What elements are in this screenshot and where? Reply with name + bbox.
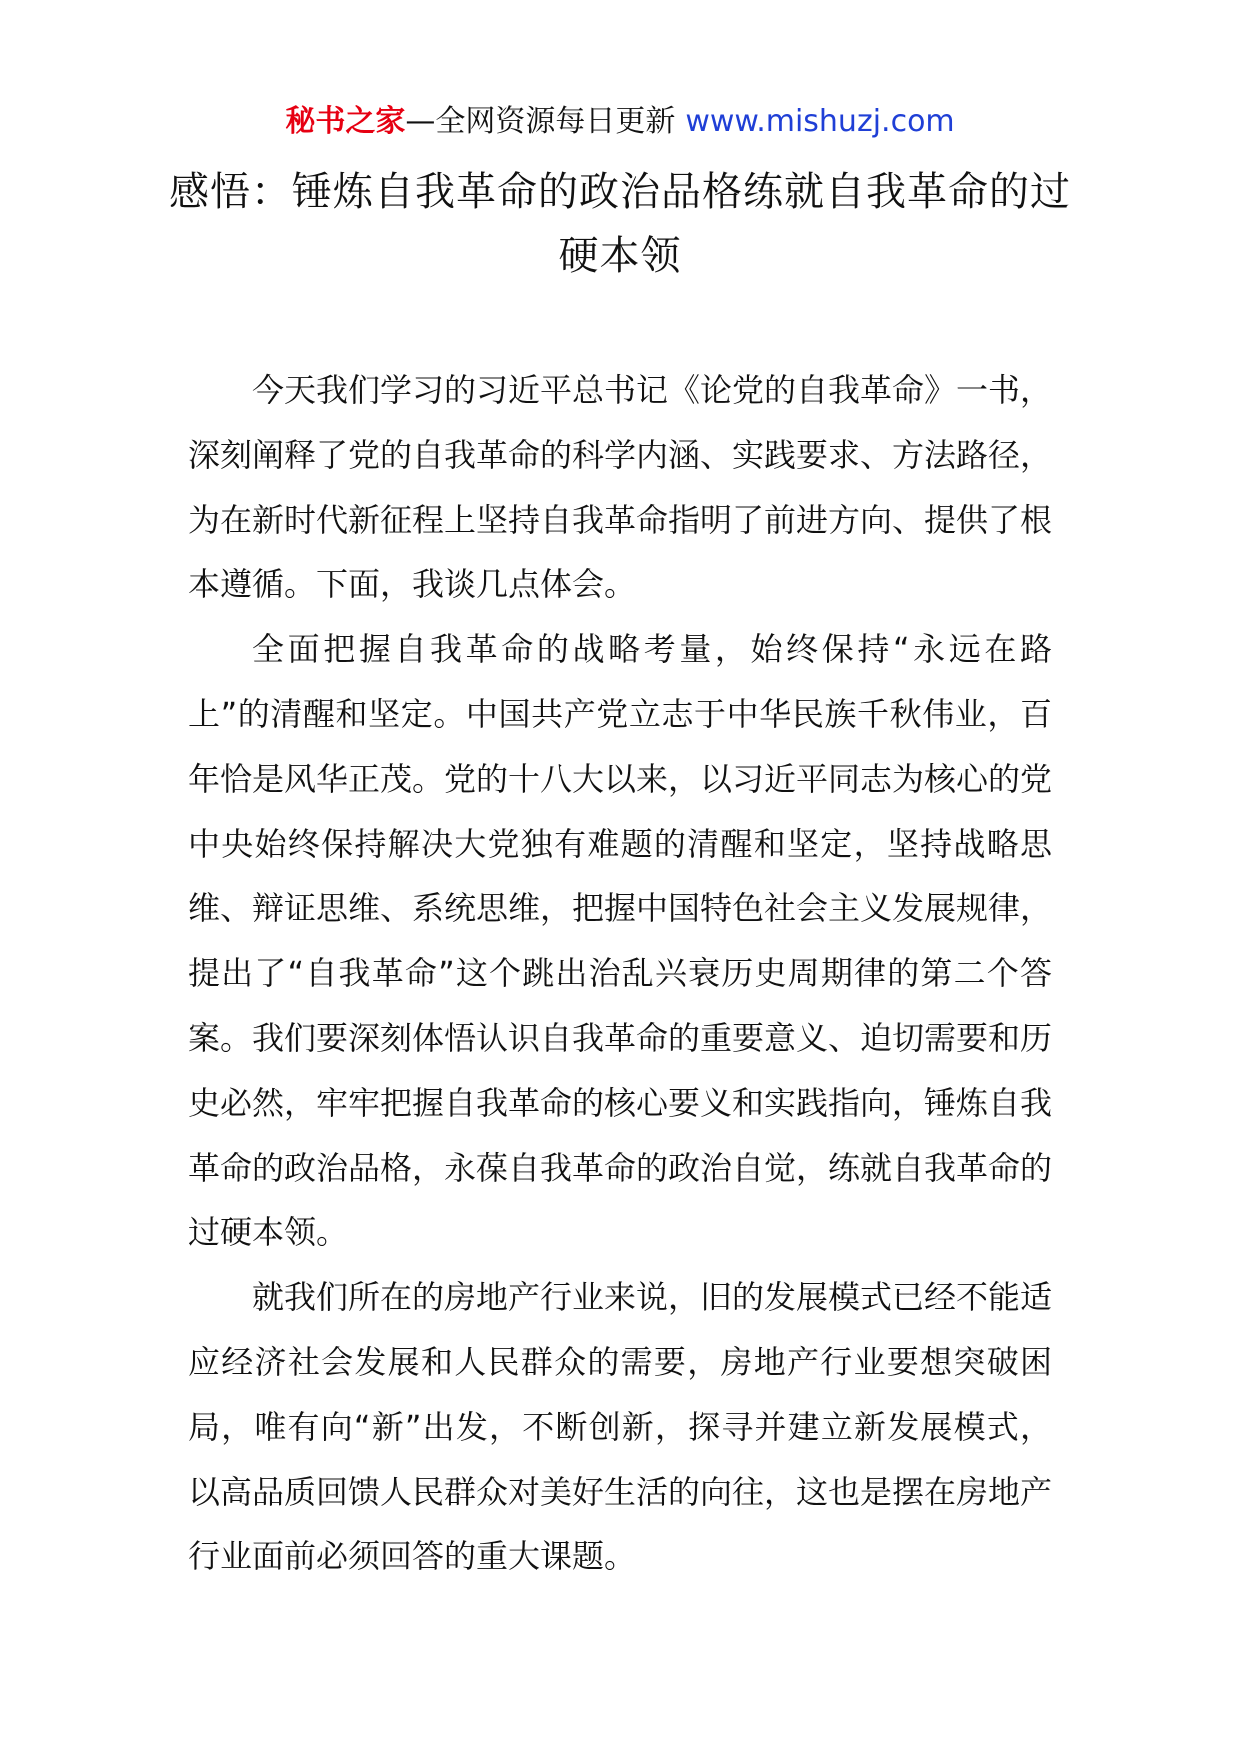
document-body	[188, 358, 1052, 1589]
paragraph-2: 全面把握自我革命的战略考量，始终保持“永远在路上”的清醒和坚定。中国共产党立志于中华民族千秋伟业，百年恰是风华正茂。党的十八大以来，以习近平同志为核心的党中央始终保持解决大党独有难题的清醒和坚定，坚持战略思维、辩证思维、系统思维，把握中国特色社会主义发展规律，提出了“自我革命”这个跳出治乱兴衰历史周期律的第二个答案。我们要深刻体悟认识自我革命的重要意义、迫切需要和历史必然，牢牢把握自我革命的核心要义和实践指向，锤炼自我革命的政治品格，永葆自我革命的政治自觉，练就自我革命的过硬本领。	[188, 630, 1053, 1252]
paragraph-1: 今天我们学习的习近平总书记《论党的自我革命》一书，深刻阐释了党的自我革命的科学内涵、实践要求、方法路径，为在新时代新征程上坚持自我革命指明了前进方向、提供了根本遵循。下面，我谈几点体会。	[188, 371, 1053, 604]
site-brand: 秘书之家	[285, 104, 406, 139]
document-title: 感悟：锤炼自我革命的政治品格练就自我革命的过硬本领	[169, 169, 1071, 279]
site-header	[0, 100, 1240, 144]
site-tagline: —全网资源每日更新	[405, 104, 676, 139]
paragraph-3: 就我们所在的房地产行业来说，旧的发展模式已经不能适应经济社会发展和人民群众的需要，房地产行业要想突破困局，唯有向“新”出发，不断创新，探寻并建立新发展模式，以高品质回馈人民群众对美好生活的向往，这也是摆在房地产行业面前必须回答的重大课题。	[188, 1278, 1053, 1576]
site-url-link[interactable]: www.mishuzj.com	[685, 104, 955, 139]
